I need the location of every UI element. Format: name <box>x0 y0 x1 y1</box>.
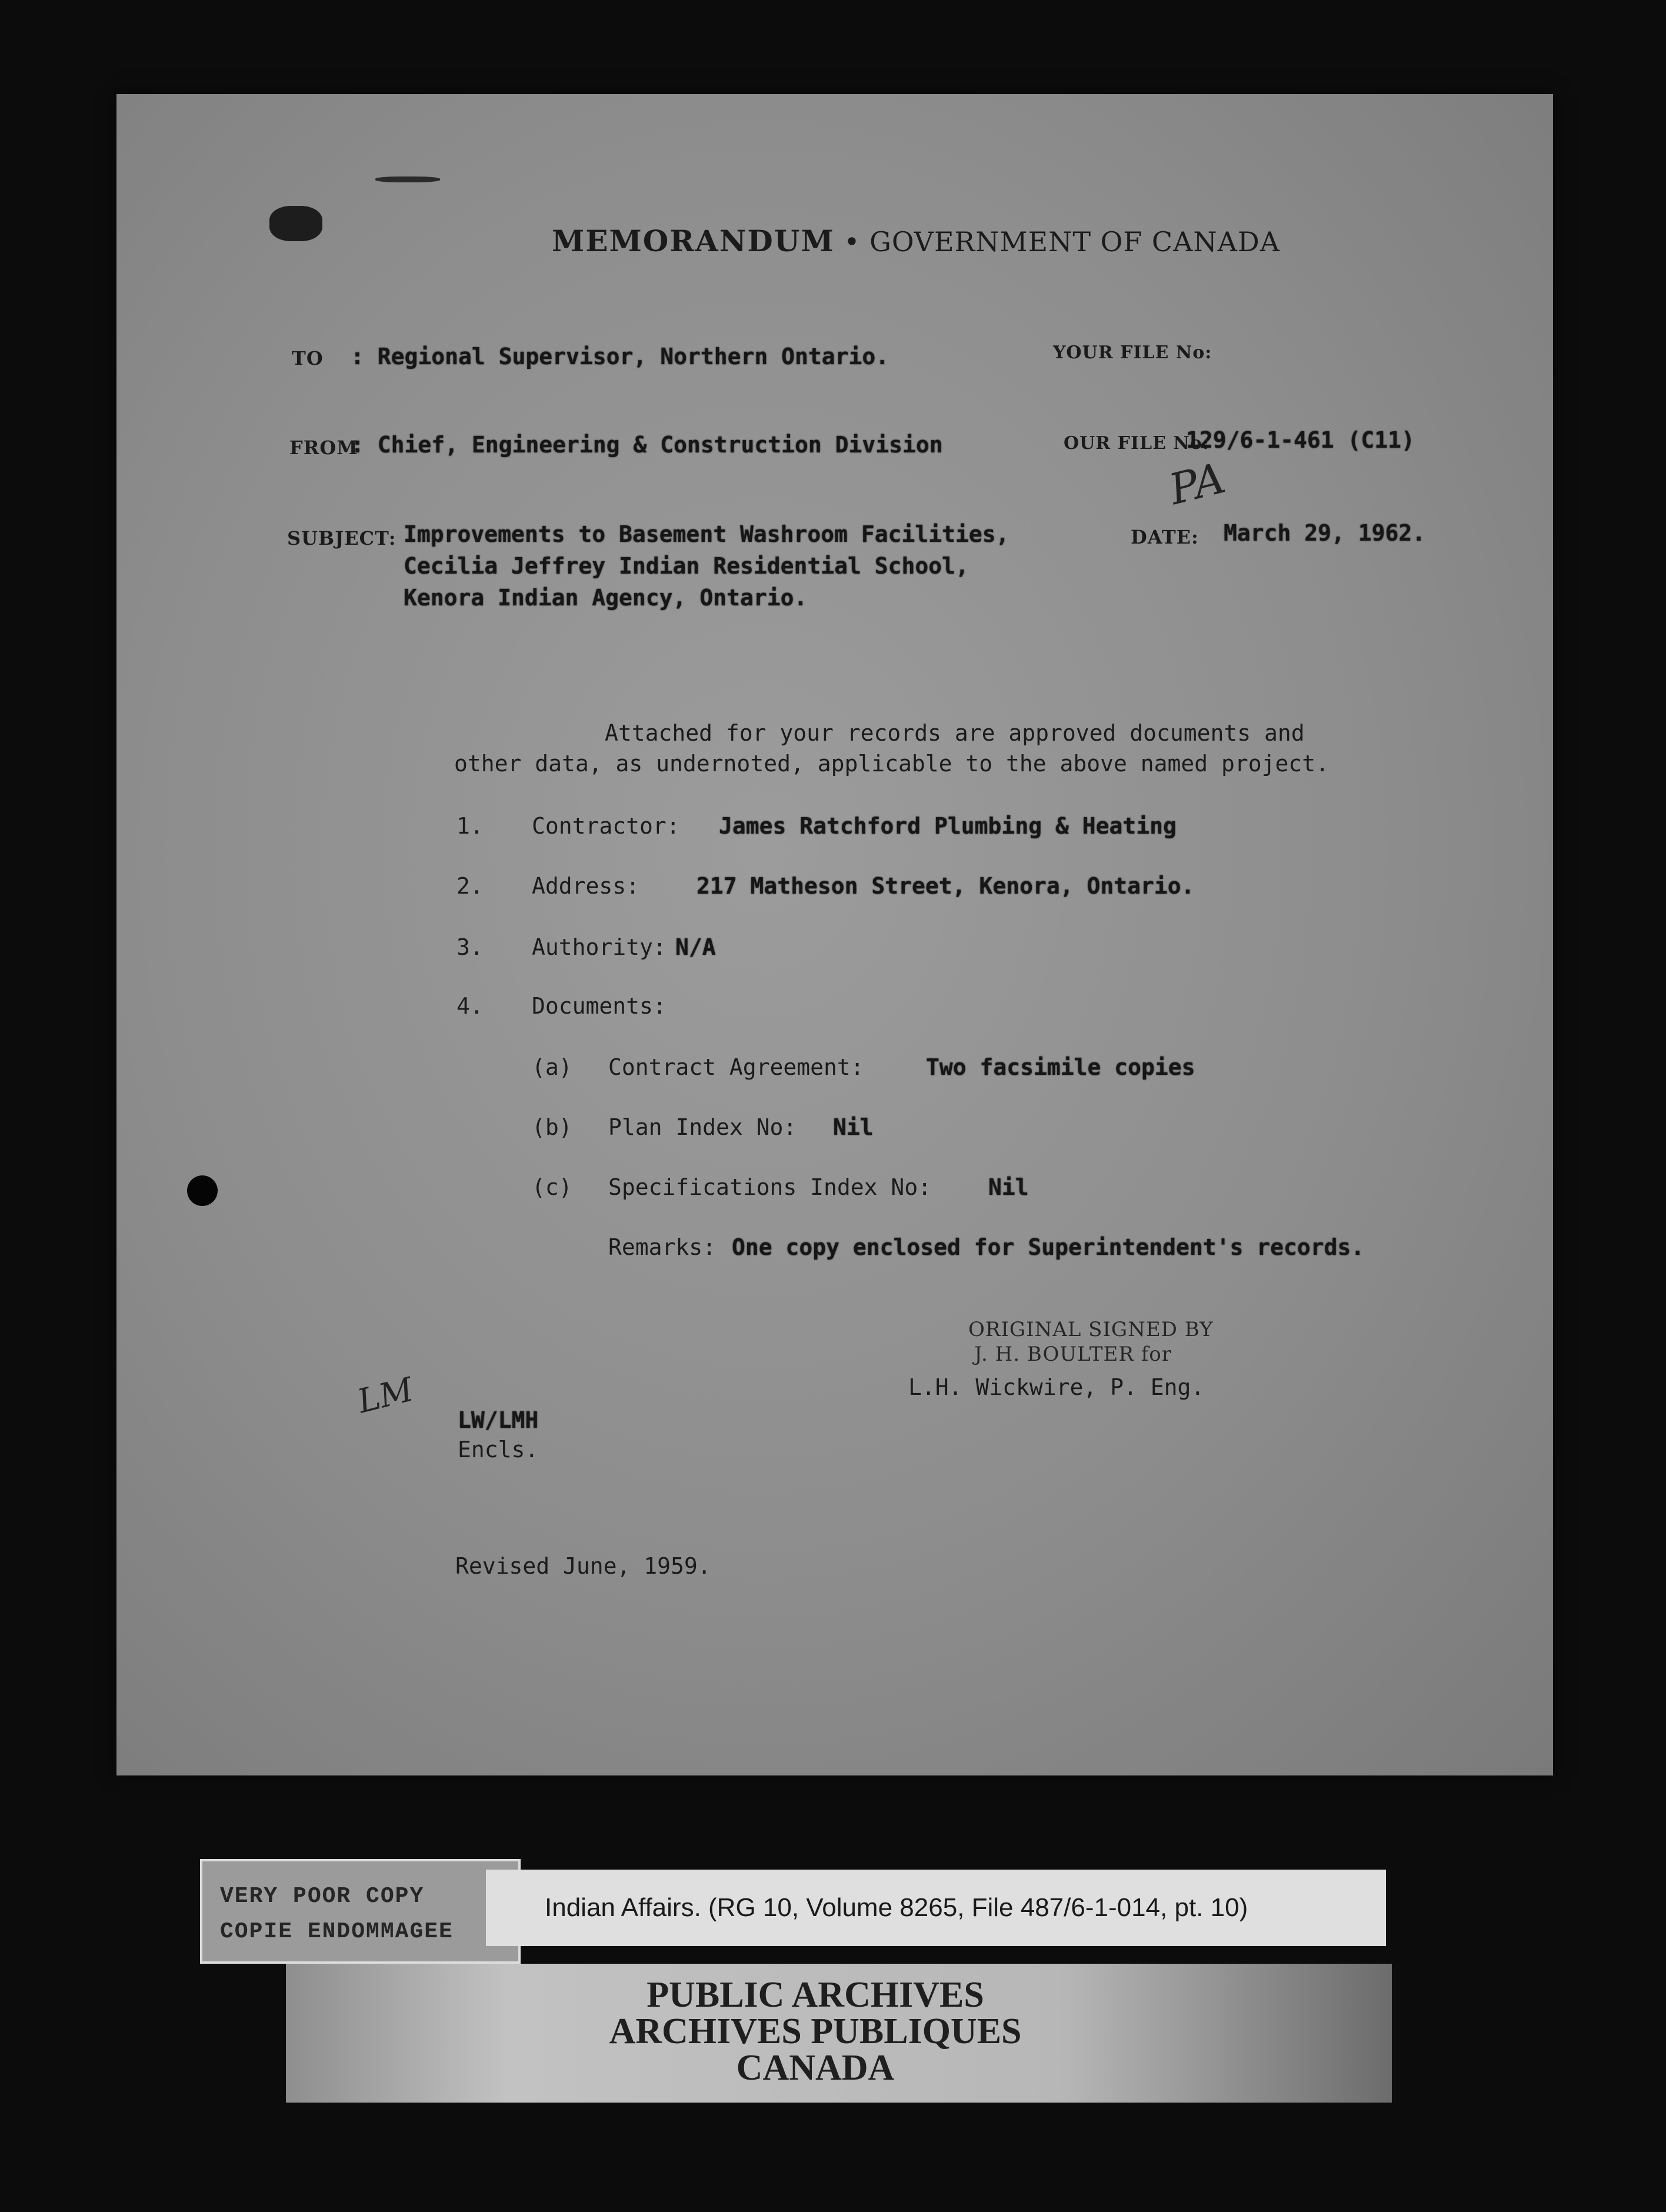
item-value: N/A <box>675 934 716 960</box>
header-org: GOVERNMENT OF CANADA <box>869 226 1280 258</box>
signature-stamp-line-1: ORIGINAL SIGNED BY <box>968 1318 1214 1341</box>
date-label: DATE: <box>1131 526 1199 548</box>
item-num: 2. <box>457 873 484 899</box>
sub-item-value: Nil <box>988 1174 1029 1200</box>
paper-mark <box>375 176 440 182</box>
your-file-label: YOUR FILE No: <box>1053 342 1212 363</box>
item-num: 4. <box>457 993 484 1019</box>
archives-line-1: PUBLIC ARCHIVES <box>647 1975 984 2015</box>
subject-line-1: Improvements to Basement Washroom Facilities, <box>404 521 1009 547</box>
handwritten-initials-lm: LM <box>354 1370 417 1421</box>
reference-initials: LW/LMH <box>458 1407 539 1433</box>
date-value: March 29, 1962. <box>1224 520 1426 546</box>
sub-item-key: (a) <box>532 1054 572 1080</box>
sub-item-label: Specifications Index No: <box>608 1174 932 1200</box>
sub-item-label: Plan Index No: <box>608 1114 797 1140</box>
header-title: MEMORANDUM <box>552 224 835 258</box>
item-value: James Ratchford Plumbing & Heating <box>719 813 1177 839</box>
header-bullet: • <box>844 226 861 258</box>
item-num: 1. <box>457 813 484 839</box>
to-value: : Regional Supervisor, Northern Ontario. <box>351 344 889 369</box>
our-file-value: 129/6-1-461 (C11) <box>1186 427 1415 453</box>
archives-line-3: CANADA <box>736 2048 895 2088</box>
intro-line-1: Attached for your records are approved documents and <box>605 720 1305 746</box>
archives-line-2: ARCHIVES PUBLIQUES <box>609 2011 1022 2051</box>
intro-line-2: other data, as undernoted, applicable to the above named project. <box>454 751 1330 777</box>
sub-item-value: Two facsimile copies <box>926 1054 1195 1080</box>
sub-item-key: (c) <box>532 1174 572 1200</box>
paper-stain <box>269 206 322 241</box>
item-value: 217 Matheson Street, Kenora, Ontario. <box>697 873 1195 899</box>
item-label: Contractor: <box>532 813 680 839</box>
condition-line-1: VERY POOR COPY <box>220 1884 425 1909</box>
sub-item-label: Contract Agreement: <box>608 1054 864 1080</box>
memo-header <box>552 224 1280 258</box>
handwritten-initials-pa: PA <box>1164 452 1230 515</box>
remarks-value: One copy enclosed for Superintendent's records. <box>732 1234 1365 1260</box>
signer-name: L.H. Wickwire, P. Eng. <box>908 1374 1205 1400</box>
item-label: Documents: <box>532 993 667 1019</box>
revision-note: Revised June, 1959. <box>455 1553 711 1579</box>
item-label: Authority: <box>532 934 667 960</box>
item-num: 3. <box>457 934 484 960</box>
enclosures-note: Encls. <box>458 1437 539 1463</box>
signature-stamp-line-2: J. H. BOULTER for <box>974 1342 1172 1366</box>
to-label: TO <box>292 347 324 369</box>
subject-line-2: Cecilia Jeffrey Indian Residential School, <box>404 553 969 579</box>
punch-hole <box>187 1175 218 1206</box>
item-label: Address: <box>532 873 640 899</box>
from-label: FROM <box>289 437 358 459</box>
remarks-label: Remarks: <box>608 1234 717 1260</box>
our-file-label: OUR FILE No: <box>1064 433 1209 454</box>
source-citation: Indian Affairs. (RG 10, Volume 8265, File 487/6-1-014, pt. 10) <box>545 1893 1248 1922</box>
subject-label: SUBJECT: <box>287 527 396 549</box>
sub-item-value: Nil <box>833 1114 874 1140</box>
from-value: : Chief, Engineering & Construction Division <box>351 432 943 458</box>
memo-page <box>116 94 1553 1775</box>
sub-item-key: (b) <box>532 1114 572 1140</box>
condition-line-2: COPIE ENDOMMAGEE <box>220 1919 454 1944</box>
subject-line-3: Kenora Indian Agency, Ontario. <box>404 585 808 611</box>
condition-label <box>200 1859 521 1964</box>
source-label <box>486 1870 1386 1946</box>
archives-label <box>286 1964 1392 2103</box>
